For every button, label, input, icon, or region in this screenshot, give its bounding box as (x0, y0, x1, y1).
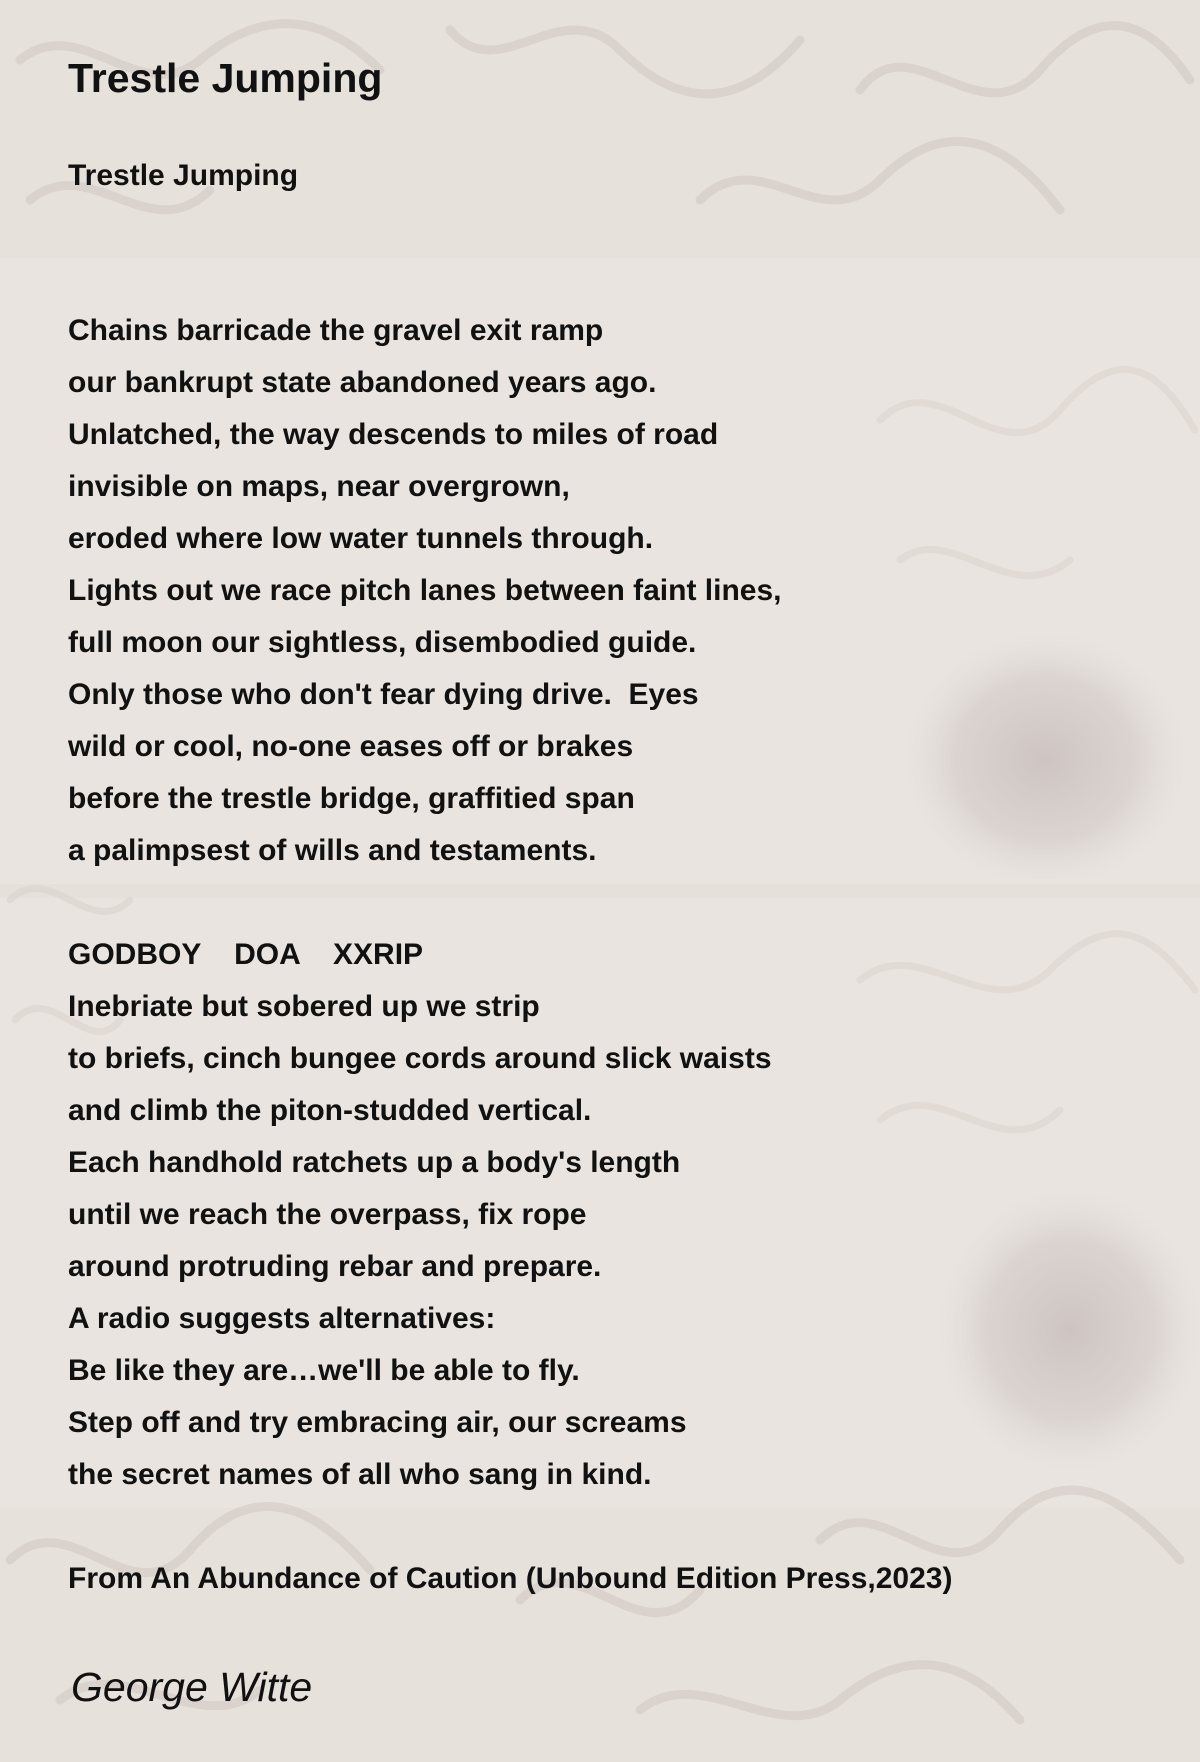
paper-stain (930, 1180, 1200, 1480)
poem-line: around protruding rebar and prepare. (68, 1250, 602, 1283)
poem-line: Chains barricade the gravel exit ramp (68, 314, 604, 347)
poem-line: and climb the piton-studded vertical. (68, 1094, 592, 1127)
poem-line: invisible on maps, near overgrown, (68, 470, 570, 503)
poem-line: Be like they are…we'll be able to fly. (68, 1354, 580, 1387)
poem-line: a palimpsest of wills and testaments. (68, 834, 597, 867)
poem-line: before the trestle bridge, graffitied span (68, 782, 635, 815)
poem-line: the secret names of all who sang in kind. (68, 1458, 652, 1491)
poem-source: From An Abundance of Caution (Unbound Edition Press,2023) (68, 1562, 953, 1595)
poem-line: to briefs, cinch bungee cords around slick waists (68, 1042, 772, 1075)
stanza-1 (68, 312, 781, 884)
stanza-break (68, 884, 781, 936)
poem-line: full moon our sightless, disembodied guide. (68, 626, 697, 659)
poem-line: eroded where low water tunnels through. (68, 522, 654, 555)
poem-line: Each handhold ratchets up a body's length (68, 1146, 681, 1179)
poem-line: Step off and try embracing air, our screams (68, 1406, 687, 1439)
poem-line: wild or cool, no-one eases off or brakes (68, 730, 634, 763)
stanza-2 (68, 936, 781, 1508)
paper-stain (895, 625, 1195, 895)
poem-line: Unlatched, the way descends to miles of road (68, 418, 719, 451)
poem-body (68, 312, 781, 1508)
poem-line: our bankrupt state abandoned years ago. (68, 366, 657, 399)
poem-line: until we reach the overpass, fix rope (68, 1198, 587, 1231)
poem-title: Trestle Jumping (68, 55, 383, 101)
poem-line: GODBOY DOA XXRIP (68, 938, 424, 971)
poem-subtitle: Trestle Jumping (68, 159, 299, 192)
poem-author: George Witte (71, 1664, 313, 1710)
poem-line: Only those who don't fear dying drive. Eyes (68, 678, 699, 711)
poem-line: Lights out we race pitch lanes between faint lines, (68, 574, 782, 607)
poem-line: Inebriate but sobered up we strip (68, 990, 540, 1023)
poem-line: A radio suggests alternatives: (68, 1302, 496, 1335)
